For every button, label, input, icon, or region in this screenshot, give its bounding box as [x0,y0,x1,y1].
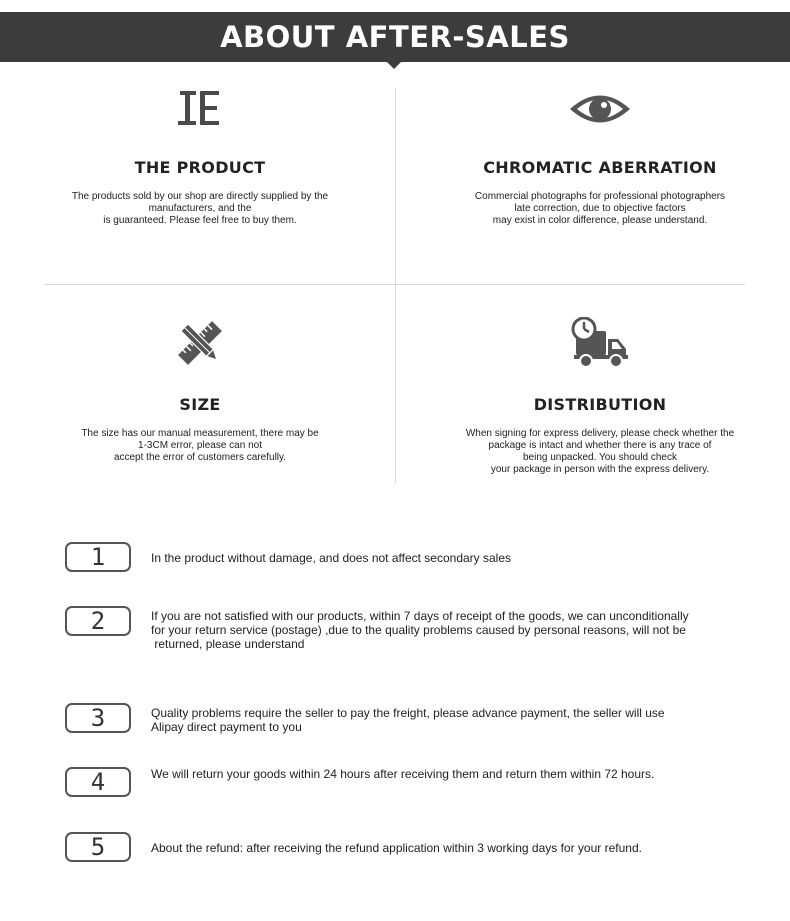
policy-line: for your return service (postage) ,due to the quality problems caused by personal reasons, will not be [151,623,686,637]
feature-description [25,428,375,464]
description-line: The products sold by our shop are directly supplied by the [71,191,329,202]
description-line: 1-3CM error, please can not [138,440,262,451]
policy-number-badge: 3 [65,703,131,733]
description-line: The size has our manual measurement, there may be [81,428,319,439]
description-line: late correction, due to objective factors [514,203,686,214]
grid-divider-vertical [395,88,396,483]
feature-title: DISTRIBUTION [533,395,667,414]
feature-description [425,428,775,476]
policy-text [151,609,741,651]
feature-size [25,317,375,464]
policy-number-badge: 1 [65,542,131,572]
eye-icon [568,88,632,130]
policy-line: In the product without damage, and does not affect secondary sales [151,551,512,565]
banner-title: ABOUT AFTER-SALES [220,20,570,54]
description-line: may exist in color difference, please understand. [492,215,708,226]
policy-number-badge: 2 [65,606,131,636]
policy-line: returned, please understand [151,637,305,651]
banner-pointer [387,62,401,69]
feature-the-product [25,88,375,227]
description-line: your package in person with the express delivery. [490,464,710,475]
policy-line: We will return your goods within 24 hours after receiving them and return them within 72 hours. [151,767,655,781]
policy-text [151,551,741,565]
policy-text [151,841,741,855]
description-line: package is intact and whether there is any trace of [488,440,712,451]
feature-description [425,191,775,227]
pencil-ruler-icon [174,317,226,369]
description-line: is guaranteed. Please feel free to buy them. [103,215,297,226]
delivery-truck-icon [570,317,630,369]
feature-distribution [425,317,775,476]
description-line: When signing for express delivery, please check whether the [465,428,735,439]
description-line: accept the error of customers carefully. [113,452,287,463]
policy-line: Quality problems require the seller to pay the freight, please advance payment, the seller will use [151,706,665,720]
feature-title: SIZE [179,395,221,414]
policy-line: If you are not satisfied with our products, within 7 days of receipt of the goods, we can unconditionally [151,609,689,623]
description-line: manufacturers, and the [148,203,252,214]
description-line: Commercial photographs for professional photographers [474,191,726,202]
policy-number-badge: 4 [65,767,131,797]
feature-chromatic-aberration [425,88,775,227]
grid-divider-horizontal [45,284,745,285]
policy-line: About the refund: after receiving the refund application within 3 working days for your refund. [151,841,642,855]
page-banner [0,12,790,62]
policy-number-badge: 5 [65,832,131,862]
description-line: being unpacked. You should check [522,452,677,463]
policy-text [151,706,741,734]
feature-description [25,191,375,227]
policy-text [151,767,741,781]
policy-line: Alipay direct payment to you [151,720,302,734]
feature-title: CHROMATIC ABERRATION [483,158,717,177]
feature-title: THE PRODUCT [134,158,266,177]
product-logo-icon [178,88,222,130]
